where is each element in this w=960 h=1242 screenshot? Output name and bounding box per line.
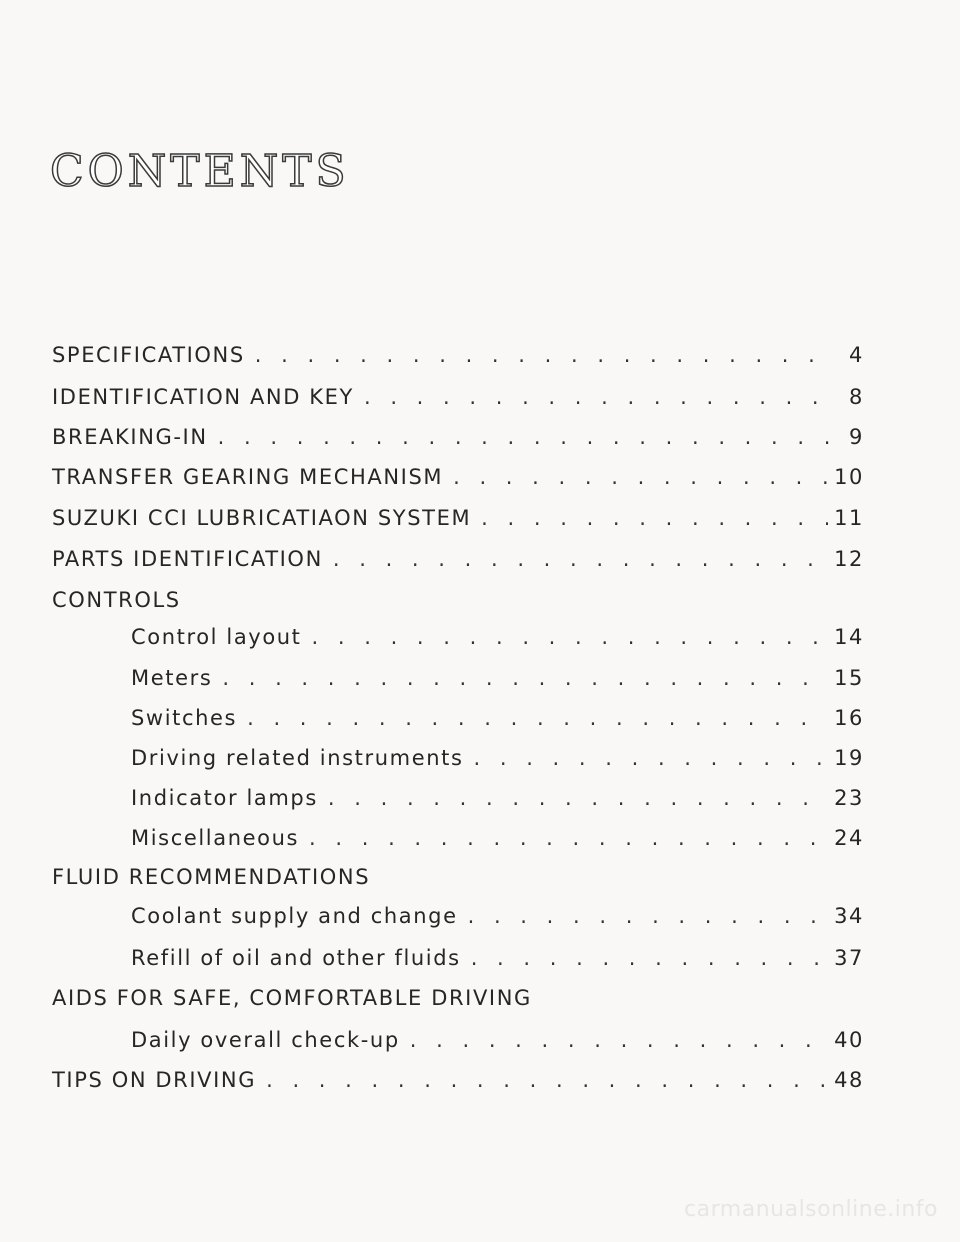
toc-entry-label: TIPS ON DRIVING (52, 1068, 257, 1092)
dot-leader (474, 748, 829, 769)
toc-entry-label: Switches (131, 706, 238, 730)
toc-entry-label: Meters (131, 666, 213, 690)
toc-entry-tips-on-driving (52, 1070, 864, 1091)
toc-entry-label: Miscellaneous (131, 826, 300, 850)
toc-entry-meters (131, 668, 864, 689)
toc-entry-driving-instruments (131, 748, 864, 769)
dot-leader (266, 1070, 828, 1091)
toc-entry-page: 48 (834, 1068, 864, 1092)
toc-entry-switches (131, 708, 864, 729)
toc-entry-page: 16 (834, 706, 864, 730)
toc-entry-page: 34 (834, 904, 864, 928)
toc-entry-label: SUZUKI CCI LUBRICATIAON SYSTEM (52, 506, 472, 530)
toc-entry-page: 14 (834, 625, 864, 649)
toc-entry-page: 23 (834, 786, 864, 810)
toc-entry-parts-identification (52, 549, 864, 570)
dot-leader (247, 708, 828, 729)
toc-entry-page: 24 (834, 826, 864, 850)
toc-entry-page: 12 (834, 547, 864, 571)
toc-entry-label: PARTS IDENTIFICATION (52, 547, 323, 571)
dot-leader (255, 345, 830, 366)
toc-entry-refill-oil (131, 948, 864, 969)
toc-entry-transfer-gearing (52, 467, 864, 488)
toc-entry-lubrication-system (52, 508, 864, 529)
toc-entry-identification-and-key (52, 387, 864, 408)
toc-entry-page: 40 (834, 1028, 864, 1052)
toc-entry-control-layout (131, 627, 864, 648)
toc-entry-specifications (52, 345, 864, 366)
dot-leader (312, 627, 829, 648)
section-heading-aids: AIDS FOR SAFE, COMFORTABLE DRIVING (52, 986, 532, 1010)
dot-leader (410, 1030, 828, 1051)
toc-entry-page: 9 (849, 425, 864, 449)
toc-entry-indicator-lamps (131, 788, 864, 809)
dot-leader (333, 549, 828, 570)
toc-entry-page: 10 (834, 465, 864, 489)
toc-entry-label: TRANSFER GEARING MECHANISM (52, 465, 444, 489)
section-heading-controls: CONTROLS (52, 588, 181, 612)
toc-entry-label: IDENTIFICATION AND KEY (52, 385, 354, 409)
toc-entry-label: Control layout (131, 625, 302, 649)
toc-entry-coolant (131, 906, 864, 927)
dot-leader (218, 427, 830, 448)
toc-entry-label: SPECIFICATIONS (52, 343, 245, 367)
toc-entry-page: 4 (849, 343, 864, 367)
toc-entry-page: 8 (849, 385, 864, 409)
dot-leader (328, 788, 828, 809)
toc-entry-label: Indicator lamps (131, 786, 318, 810)
toc-entry-label: BREAKING-IN (52, 425, 208, 449)
dot-leader (468, 906, 828, 927)
dot-leader (453, 467, 828, 488)
toc-entry-page: 11 (834, 506, 864, 530)
toc-entry-page: 19 (834, 746, 864, 770)
dot-leader (481, 508, 828, 529)
toc-entry-daily-check (131, 1030, 864, 1051)
toc-entry-label: Daily overall check-up (131, 1028, 400, 1052)
dot-leader (471, 948, 828, 969)
dot-leader (222, 668, 828, 689)
watermark: carmanualsonline.info (684, 1197, 938, 1222)
dot-leader (309, 828, 828, 849)
toc-entry-label: Driving related instruments (131, 746, 464, 770)
toc-entry-page: 15 (834, 666, 864, 690)
dot-leader (364, 387, 830, 408)
toc-entry-miscellaneous (131, 828, 864, 849)
page-title: CONTENTS (50, 146, 350, 197)
toc-entry-breaking-in (52, 427, 864, 448)
toc-entry-page: 37 (834, 946, 864, 970)
section-heading-fluids: FLUID RECOMMENDATIONS (52, 865, 371, 889)
toc-entry-label: Refill of oil and other fluids (131, 946, 461, 970)
toc-entry-label: Coolant supply and change (131, 904, 458, 928)
